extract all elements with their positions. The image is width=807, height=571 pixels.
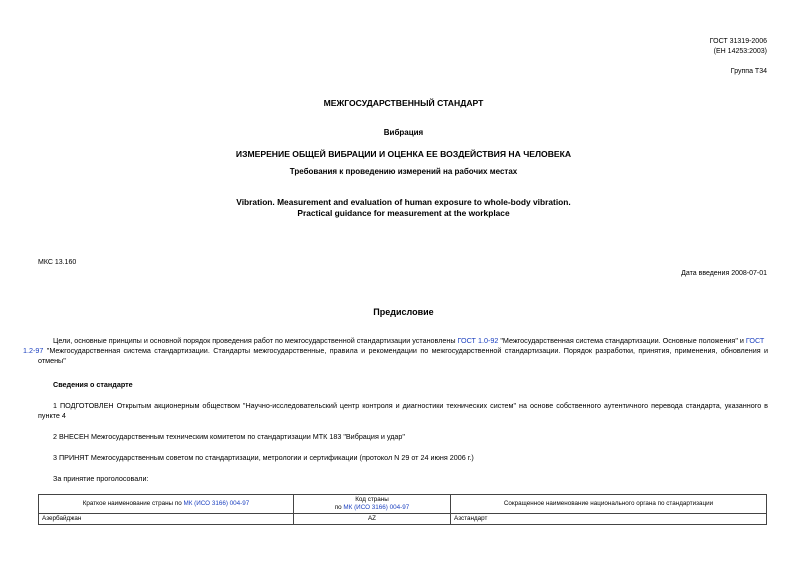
info-item-1: 1 ПОДГОТОВЛЕН Открытым акционерным обществом "Научно-исследовательский центр контроля и диагностики технических систем" на основе собственного аутентичного перевода стандарта, указанного в пункте 4 [38,401,768,420]
gost-1-2-97-link-part-2[interactable]: 1.2-97 [23,346,44,355]
header-code-line-2 [297,504,447,512]
effective-date: Дата введения 2008-07-01 [681,270,767,277]
table-row [39,514,767,525]
info-item-3: 3 ПРИНЯТ Межгосударственным советом по стандартизации, метрологии и сертификации (протокол N 29 от 24 июня 2006 г.) [53,453,474,462]
group-label: Группа Т34 [730,68,767,75]
main-title: ИЗМЕРЕНИЕ ОБЩЕЙ ВИБРАЦИИ И ОЦЕНКА ЕЕ ВОЗДЕЙСТВИЯ НА ЧЕЛОВЕКА [235,149,572,159]
mk-iso-3166-link[interactable]: МК (ИСО 3166) 004-97 [183,500,250,507]
header-country-name [39,495,294,514]
info-item-2: 2 ВНЕСЕН Межгосударственным техническим комитетом по стандартизации МТК 183 "Вибрация и удар" [53,432,405,441]
mk-iso-3166-link-2[interactable]: МК (ИСО 3166) 004-97 [343,504,410,511]
foreword-text-part-2: "Межгосударственная система стандартизации. Основные положения" и [498,336,746,345]
english-title-line-1: Vibration. Measurement and evaluation of human exposure to whole-body vibration. [236,197,571,207]
gost-1-0-92-link[interactable]: ГОСТ 1.0-92 [457,336,499,345]
gost-1-2-97-link-part-1[interactable]: ГОСТ [745,336,765,345]
topic-title: Вибрация [383,128,424,137]
standard-type-title: МЕЖГОСУДАРСТВЕННЫЙ СТАНДАРТ [323,98,484,108]
cell-country: Азербайджан [39,514,294,525]
document-designation [567,37,767,57]
header-code-prefix: по [334,504,344,511]
foreword-text-part-1: Цели, основные принципы и основной порядок проведения работ по межгосударственной стандартизации установлены [53,336,458,345]
table-header-row [39,495,767,514]
en-number: (ЕН 14253:2003) [713,48,767,55]
gost-number: ГОСТ 31319-2006 [709,38,767,45]
foreword-text-part-3: "Межгосударственная система стандартизации. Стандарты межгосударственные, правила и рекомендации по межгосударственной стандартизации. Порядок разработки, принятия, применения, обновления и отмены" [38,346,768,365]
subtitle: Требования к проведению измерений на рабочих местах [289,167,518,176]
foreword-paragraph [23,336,768,366]
header-national-body: Сокращенное наименование национального органа по стандартизации [451,495,767,514]
voting-countries-table [38,494,767,525]
standard-info-heading: Сведения о стандарте [53,380,133,389]
voted-label: За принятие проголосовали: [53,474,149,483]
cell-national-body: Азстандарт [451,514,767,525]
foreword-heading: Предисловие [373,307,434,317]
header-country-text: Краткое наименование страны по [82,500,184,507]
header-country-code [294,495,451,514]
header-code-line-1: Код страны [355,496,389,503]
english-title [0,197,807,219]
cell-code: AZ [294,514,451,525]
english-title-line-2: Practical guidance for measurement at the workplace [297,208,510,218]
mks-code: МКС 13.160 [38,259,77,266]
